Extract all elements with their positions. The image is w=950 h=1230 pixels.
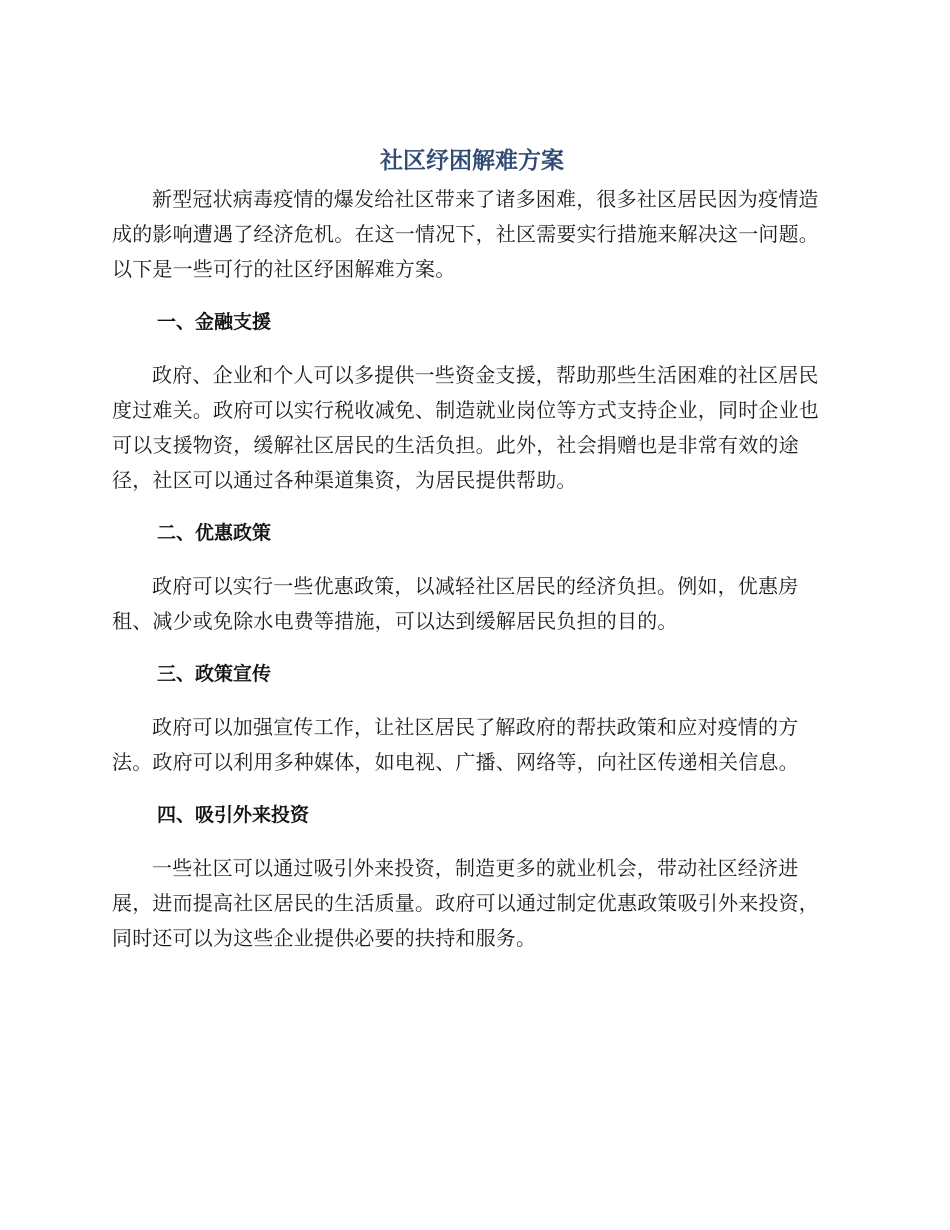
section-3 <box>112 657 832 798</box>
section-1 <box>112 305 832 516</box>
spacer <box>112 780 832 798</box>
spacer <box>112 692 832 710</box>
section-body: 政府可以实行一些优惠政策，以减轻社区居民的经济负担。例如，优惠房租、减少或免除水电费等措施，可以达到缓解居民负担的目的。 <box>112 574 799 633</box>
spacer <box>112 287 832 305</box>
section-2 <box>112 516 832 657</box>
section-heading: 一、金融支援 <box>157 311 272 333</box>
section-4 <box>112 798 832 956</box>
section-heading: 二、优惠政策 <box>157 522 272 544</box>
section-heading: 三、政策宣传 <box>157 663 272 685</box>
spacer <box>112 833 832 851</box>
intro-paragraph: 新型冠状病毒疫情的爆发给社区带来了诸多困难，很多社区居民因为疫情造成的影响遭遇了经济危机。在这一情况下，社区需要实行措施来解决这一问题。以下是一些可行的社区纾困解难方案。 <box>112 187 819 281</box>
spacer <box>112 340 832 358</box>
spacer <box>112 551 832 569</box>
section-heading: 四、吸引外来投资 <box>157 804 310 826</box>
section-body: 政府可以加强宣传工作，让社区居民了解政府的帮扶政策和应对疫情的方法。政府可以利用多种媒体，如电视、广播、网络等，向社区传递相关信息。 <box>112 715 799 774</box>
document-content <box>112 140 832 956</box>
section-body: 一些社区可以通过吸引外来投资，制造更多的就业机会，带动社区经济进展，进而提高社区居民的生活质量。政府可以通过制定优惠政策吸引外来投资，同时还可以为这些企业提供必要的扶持和服务。 <box>112 856 819 950</box>
document-title: 社区纾困解难方案 <box>380 148 564 174</box>
section-body: 政府、企业和个人可以多提供一些资金支援，帮助那些生活困难的社区居民度过难关。政府可以实行税收减免、制造就业岗位等方式支持企业，同时企业也可以支援物资，缓解社区居民的生活负担。此外，社会捐赠也是非常有效的途径，社区可以通过各种渠道集资，为居民提供帮助。 <box>112 363 819 492</box>
spacer <box>112 498 832 516</box>
spacer <box>112 639 832 657</box>
